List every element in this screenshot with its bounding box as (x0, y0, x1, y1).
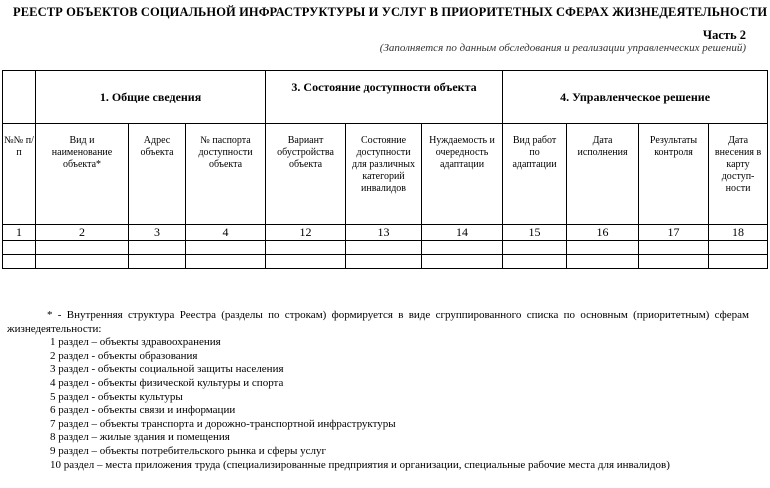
column-number: 14 (422, 225, 503, 241)
table-cell[interactable] (503, 255, 567, 269)
page-title: РЕЕСТР ОБЪЕКТОВ СОЦИАЛЬНОЙ ИНФРАСТРУКТУРЫ И УСЛУГ В ПРИОРИТЕТНЫХ СФЕРАХ ЖИЗНЕДЕЯТЕЛЬНОСТИ (13, 5, 768, 19)
table-cell[interactable] (266, 241, 346, 255)
column-number: 12 (266, 225, 346, 241)
footnote (7, 309, 749, 472)
column-header-control-results: Результаты контроля (639, 124, 709, 225)
column-header-work-type: Вид работ по адаптации (503, 124, 567, 225)
table-cell[interactable] (639, 255, 709, 269)
section-item: 6 раздел - объекты связи и информации (50, 404, 236, 417)
group-header-general: 1. Общие сведения (36, 71, 266, 124)
section-item: 8 раздел – жилые здания и помещения (50, 431, 230, 444)
column-number: 4 (186, 225, 266, 241)
table-cell[interactable] (186, 241, 266, 255)
table-cell[interactable] (266, 255, 346, 269)
column-number: 18 (709, 225, 768, 241)
section-item: 5 раздел - объекты культуры (50, 390, 183, 403)
column-header-passport: № паспорта доступности объекта (186, 124, 266, 225)
column-number: 1 (3, 225, 36, 241)
column-header-map-date: Дата внесения в карту доступ-ности (709, 124, 768, 225)
table-cell[interactable] (129, 241, 186, 255)
registry-table (2, 70, 768, 269)
table-cell[interactable] (346, 255, 422, 269)
table-row (3, 241, 768, 255)
section-item: 7 раздел – объекты транспорта и дорожно-транспортной инфраструктуры (50, 417, 396, 430)
table-cell[interactable] (36, 241, 129, 255)
subtitle: (Заполняется по данным обследования и реализации управленческих решений) (379, 42, 746, 54)
table-cell[interactable] (639, 241, 709, 255)
column-number: 3 (129, 225, 186, 241)
column-header-arrangement: Вариант обустройства объекта (266, 124, 346, 225)
part-label: Часть 2 (702, 28, 746, 42)
table-cell[interactable] (709, 241, 768, 255)
column-header-number: №№ п/п (3, 124, 36, 225)
column-number: 13 (346, 225, 422, 241)
group-header-management: 4. Управленческое решение (503, 71, 768, 124)
column-header-object-type: Вид и наименование объекта* (36, 124, 129, 225)
table-cell[interactable] (186, 255, 266, 269)
section-item: 2 раздел - объекты образования (50, 349, 198, 362)
table-cell[interactable] (567, 241, 639, 255)
section-item: 3 раздел - объекты социальной защиты населения (50, 363, 284, 376)
column-number: 17 (639, 225, 709, 241)
section-item: 9 раздел – объекты потребительского рынка и сферы услуг (50, 444, 326, 457)
table-cell[interactable] (3, 255, 36, 269)
table-cell[interactable] (36, 255, 129, 269)
section-item: 10 раздел – места приложения труда (специализированные предприятия и организации, специальные рабочие места для инвалидов) (50, 458, 670, 471)
column-header-address: Адрес объекта (129, 124, 186, 225)
table-row (3, 255, 768, 269)
section-item: 4 раздел - объекты физической культуры и спорта (50, 376, 284, 389)
column-header-need-priority: Нуждаемость и очередность адаптации (422, 124, 503, 225)
section-item: 1 раздел – объекты здравоохранения (50, 336, 221, 349)
group-header-empty (3, 71, 36, 124)
group-header-accessibility: 3. Состояние доступности объекта (266, 71, 503, 124)
column-number: 15 (503, 225, 567, 241)
table-cell[interactable] (709, 255, 768, 269)
table-cell[interactable] (567, 255, 639, 269)
table-cell[interactable] (422, 255, 503, 269)
column-number: 16 (567, 225, 639, 241)
table-cell[interactable] (3, 241, 36, 255)
table-cell[interactable] (346, 241, 422, 255)
column-header-accessibility-state: Состояние доступности для различных категорий инвалидов (346, 124, 422, 225)
table-cell[interactable] (422, 241, 503, 255)
table-cell[interactable] (503, 241, 567, 255)
column-header-due-date: Дата исполнения (567, 124, 639, 225)
table-cell[interactable] (129, 255, 186, 269)
column-number: 2 (36, 225, 129, 241)
footnote-intro: * - Внутренняя структура Реестра (разделы по строкам) формируется в виде сгруппированного списка по основным (приоритетным) сферам жизнедеятельности: (7, 309, 749, 335)
